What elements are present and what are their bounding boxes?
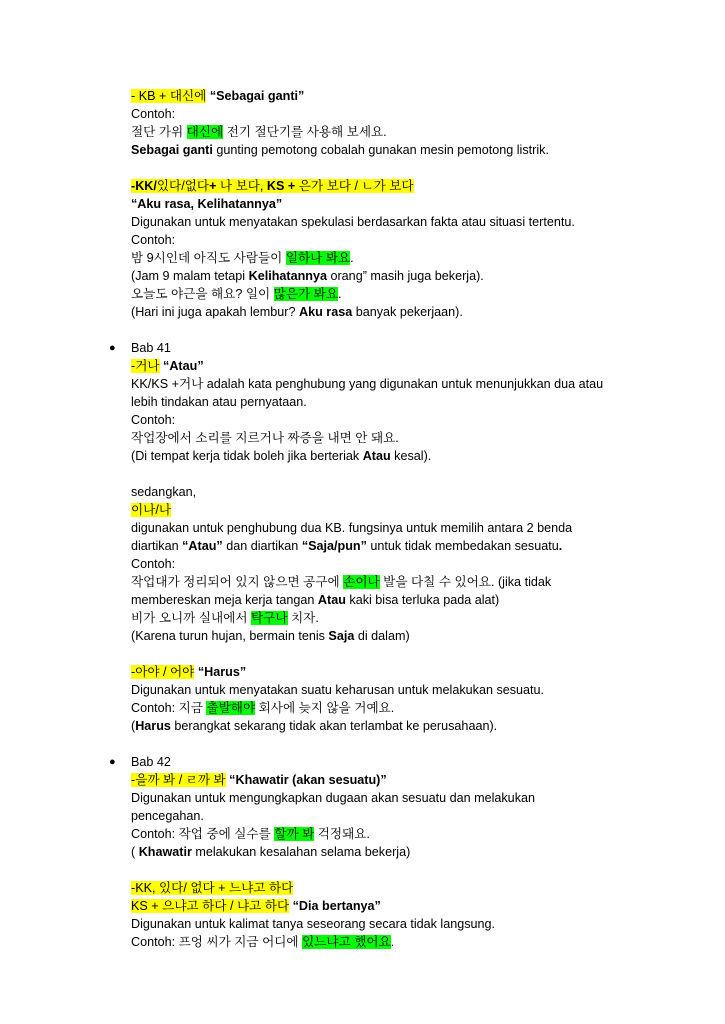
text-line bbox=[131, 250, 354, 266]
bold-text: Kelihatannya bbox=[248, 269, 327, 283]
text-line bbox=[131, 772, 387, 788]
highlighted-text: -KK, 있다/ 없다 + 느냐고 하다 bbox=[131, 881, 294, 895]
bold-text: Sebagai ganti bbox=[131, 143, 213, 157]
text-segment: Digunakan untuk menyatakan spekulasi berdasarkan fakta atau situasi tertentu. bbox=[131, 215, 575, 229]
text-segment: ( bbox=[131, 719, 136, 733]
text-segment: kesal). bbox=[390, 449, 432, 463]
highlighted-text: 있느냐고 했어요 bbox=[302, 935, 391, 949]
highlighted-text: 있다/없다 bbox=[156, 179, 210, 193]
text-segment: . bbox=[350, 251, 354, 265]
highlighted-text: KS + bbox=[266, 179, 296, 193]
text-segment: Contoh: bbox=[131, 107, 176, 121]
bold-text: Atau bbox=[362, 449, 391, 463]
bold-text: “Sebagai ganti” bbox=[206, 89, 305, 103]
text-segment: 비가 오니까 실내에서 bbox=[131, 611, 251, 625]
text-line bbox=[131, 844, 410, 860]
text-segment: Contoh: bbox=[131, 557, 176, 571]
text-line bbox=[131, 934, 394, 950]
text-line bbox=[131, 790, 535, 806]
text-line bbox=[131, 718, 497, 734]
text-line bbox=[131, 700, 394, 716]
bold-text: “Dia bertanya” bbox=[289, 899, 381, 913]
highlighted-text: -을까 봐 / ㄹ까 봐 bbox=[131, 773, 226, 787]
text-line bbox=[131, 448, 431, 464]
text-segment: 치자. bbox=[287, 611, 319, 625]
bold-text: Harus bbox=[135, 719, 171, 733]
text-segment: Bab 41 bbox=[131, 341, 171, 355]
highlighted-text: + bbox=[209, 179, 217, 193]
text-segment: (Jam 9 malam tetapi bbox=[131, 269, 249, 283]
text-segment: digunakan untuk penghubung dua KB. fungsinya untuk memilih antara 2 benda bbox=[131, 521, 573, 535]
text-line bbox=[131, 196, 282, 212]
text-line bbox=[131, 430, 399, 446]
text-line bbox=[131, 898, 381, 914]
bold-text: “Atau” bbox=[159, 359, 204, 373]
text-line bbox=[131, 520, 572, 536]
highlighted-text: 할까 봐 bbox=[274, 827, 315, 841]
text-line bbox=[131, 808, 204, 824]
text-segment: untuk tidak membedakan sesuatu bbox=[366, 539, 559, 553]
text-segment: (Di tempat kerja tidak boleh jika berteriak bbox=[131, 449, 363, 463]
bullet-icon: ● bbox=[109, 756, 116, 768]
text-segment: 작업대가 정리되어 있지 않으면 공구에 bbox=[131, 575, 344, 589]
highlighted-text: 출발해야 bbox=[206, 701, 256, 715]
text-segment: 오늘도 야근을 해요? 일이 bbox=[131, 287, 274, 301]
text-line bbox=[131, 214, 575, 230]
highlighted-text: 많은가 봐요 bbox=[273, 287, 338, 301]
text-line bbox=[131, 286, 341, 302]
text-segment: pencegahan. bbox=[131, 809, 204, 823]
highlighted-text: 손이나 bbox=[343, 575, 380, 589]
text-segment: Contoh: 프엉 씨가 지금 어디에 bbox=[131, 935, 303, 949]
text-line bbox=[131, 124, 387, 140]
text-line bbox=[131, 592, 499, 608]
bold-text: Atau bbox=[317, 593, 346, 607]
text-line bbox=[131, 358, 204, 374]
bold-text: Aku rasa bbox=[299, 305, 353, 319]
bold-text: “Aku rasa, Kelihatannya” bbox=[131, 197, 283, 211]
highlighted-text: -아야 / 어야 bbox=[131, 665, 195, 679]
bold-text: Saja bbox=[328, 629, 355, 643]
text-segment: 작업장에서 소리를 지르거나 짜증을 내면 안 돼요. bbox=[131, 431, 399, 445]
text-segment: lebih tindakan atau pernyataan. bbox=[131, 395, 307, 409]
text-segment: ( bbox=[131, 845, 139, 859]
text-segment: melakukan kesalahan selama bekerja) bbox=[191, 845, 411, 859]
text-segment: (Karena turun hujan, bermain tenis bbox=[131, 629, 329, 643]
text-segment: kaki bisa terluka pada alat) bbox=[345, 593, 500, 607]
text-segment: Contoh: 지금 bbox=[131, 701, 207, 715]
highlighted-text: -KK/ bbox=[131, 179, 157, 193]
bold-text: “Saja/pun” bbox=[301, 539, 367, 553]
text-line bbox=[131, 142, 549, 158]
text-line bbox=[131, 268, 484, 284]
text-segment: . bbox=[337, 287, 342, 301]
section-heading bbox=[131, 340, 171, 356]
text-segment: Contoh: bbox=[131, 413, 176, 427]
text-line bbox=[131, 484, 196, 500]
text-line bbox=[131, 556, 175, 572]
text-line bbox=[131, 880, 293, 896]
text-line bbox=[131, 664, 246, 680]
text-line bbox=[131, 628, 410, 644]
text-line bbox=[131, 304, 463, 320]
text-segment: 걱정돼요. bbox=[314, 827, 370, 841]
text-segment: membereskan meja kerja tangan bbox=[131, 593, 318, 607]
text-segment: 절단 가위 bbox=[131, 125, 187, 139]
text-segment: diartikan bbox=[131, 539, 183, 553]
text-line bbox=[131, 412, 175, 428]
text-segment: Bab 42 bbox=[131, 755, 171, 769]
text-segment: (Hari ini juga apakah lembur? bbox=[131, 305, 300, 319]
text-segment: 밤 9시인데 아직도 사람들이 bbox=[131, 251, 286, 265]
text-line bbox=[131, 502, 171, 518]
text-segment: di dalam) bbox=[354, 629, 410, 643]
text-line bbox=[131, 610, 319, 626]
section-heading bbox=[131, 754, 171, 770]
highlighted-text: 일하나 봐요 bbox=[285, 251, 351, 265]
highlighted-text: - KB + 대신에 bbox=[131, 89, 207, 103]
text-segment: sedangkan, bbox=[131, 485, 197, 499]
bold-text: . bbox=[558, 539, 563, 553]
text-segment: KK/KS +거나 adalah kata penghubung yang digunakan untuk menunjukkan dua atau bbox=[131, 377, 604, 391]
text-line bbox=[131, 826, 370, 842]
bold-text: “Khawatir (akan sesuatu)” bbox=[225, 773, 387, 787]
text-line bbox=[131, 232, 175, 248]
text-segment: Contoh: 작업 중에 실수를 bbox=[131, 827, 275, 841]
highlighted-text: 이나/나 bbox=[131, 503, 171, 517]
text-segment: 회사에 늦지 않을 거예요. bbox=[255, 701, 395, 715]
text-segment: gunting pemotong cobalah gunakan mesin pemotong listrik. bbox=[212, 143, 549, 157]
text-line bbox=[131, 106, 175, 122]
bold-text: Khawatir bbox=[138, 845, 192, 859]
text-segment: berangkat sekarang tidak akan terlambat ke perusahaan). bbox=[170, 719, 498, 733]
bullet-icon: ● bbox=[109, 342, 116, 354]
text-line bbox=[131, 682, 544, 698]
highlighted-text: 탁구나 bbox=[251, 611, 288, 625]
highlighted-text: 나 보다, bbox=[216, 179, 267, 193]
text-line bbox=[131, 574, 551, 590]
text-segment: dan diartikan bbox=[222, 539, 302, 553]
text-line bbox=[131, 376, 603, 392]
text-segment: Digunakan untuk kalimat tanya seseorang secara tidak langsung. bbox=[131, 917, 496, 931]
text-line bbox=[131, 88, 304, 104]
text-line bbox=[131, 538, 562, 554]
highlighted-text: -거나 bbox=[131, 359, 160, 373]
text-segment: . bbox=[390, 935, 395, 949]
text-segment: 전기 절단기를 사용해 보세요. bbox=[223, 125, 387, 139]
text-segment: Digunakan untuk menyatakan suatu keharusan untuk melakukan sesuatu. bbox=[131, 683, 545, 697]
highlighted-text: KS + 으냐고 하다 / 냐고 하다 bbox=[131, 899, 290, 913]
text-segment: Contoh: bbox=[131, 233, 176, 247]
text-line bbox=[131, 916, 495, 932]
bold-text: “Harus” bbox=[194, 665, 247, 679]
highlighted-text: 대신에 bbox=[186, 125, 224, 139]
text-segment: 발을 다칠 수 있어요. (jika tidak bbox=[379, 575, 552, 589]
text-line bbox=[131, 178, 414, 194]
text-segment: banyak pekerjaan). bbox=[352, 305, 463, 319]
text-segment: Digunakan untuk mengungkapkan dugaan akan sesuatu dan melakukan bbox=[131, 791, 535, 805]
highlighted-text: 은가 보다 / ㄴ가 보다 bbox=[295, 179, 414, 193]
text-segment: orang” masih juga bekerja). bbox=[326, 269, 484, 283]
text-line bbox=[131, 394, 307, 410]
bold-text: “Atau” bbox=[182, 539, 223, 553]
